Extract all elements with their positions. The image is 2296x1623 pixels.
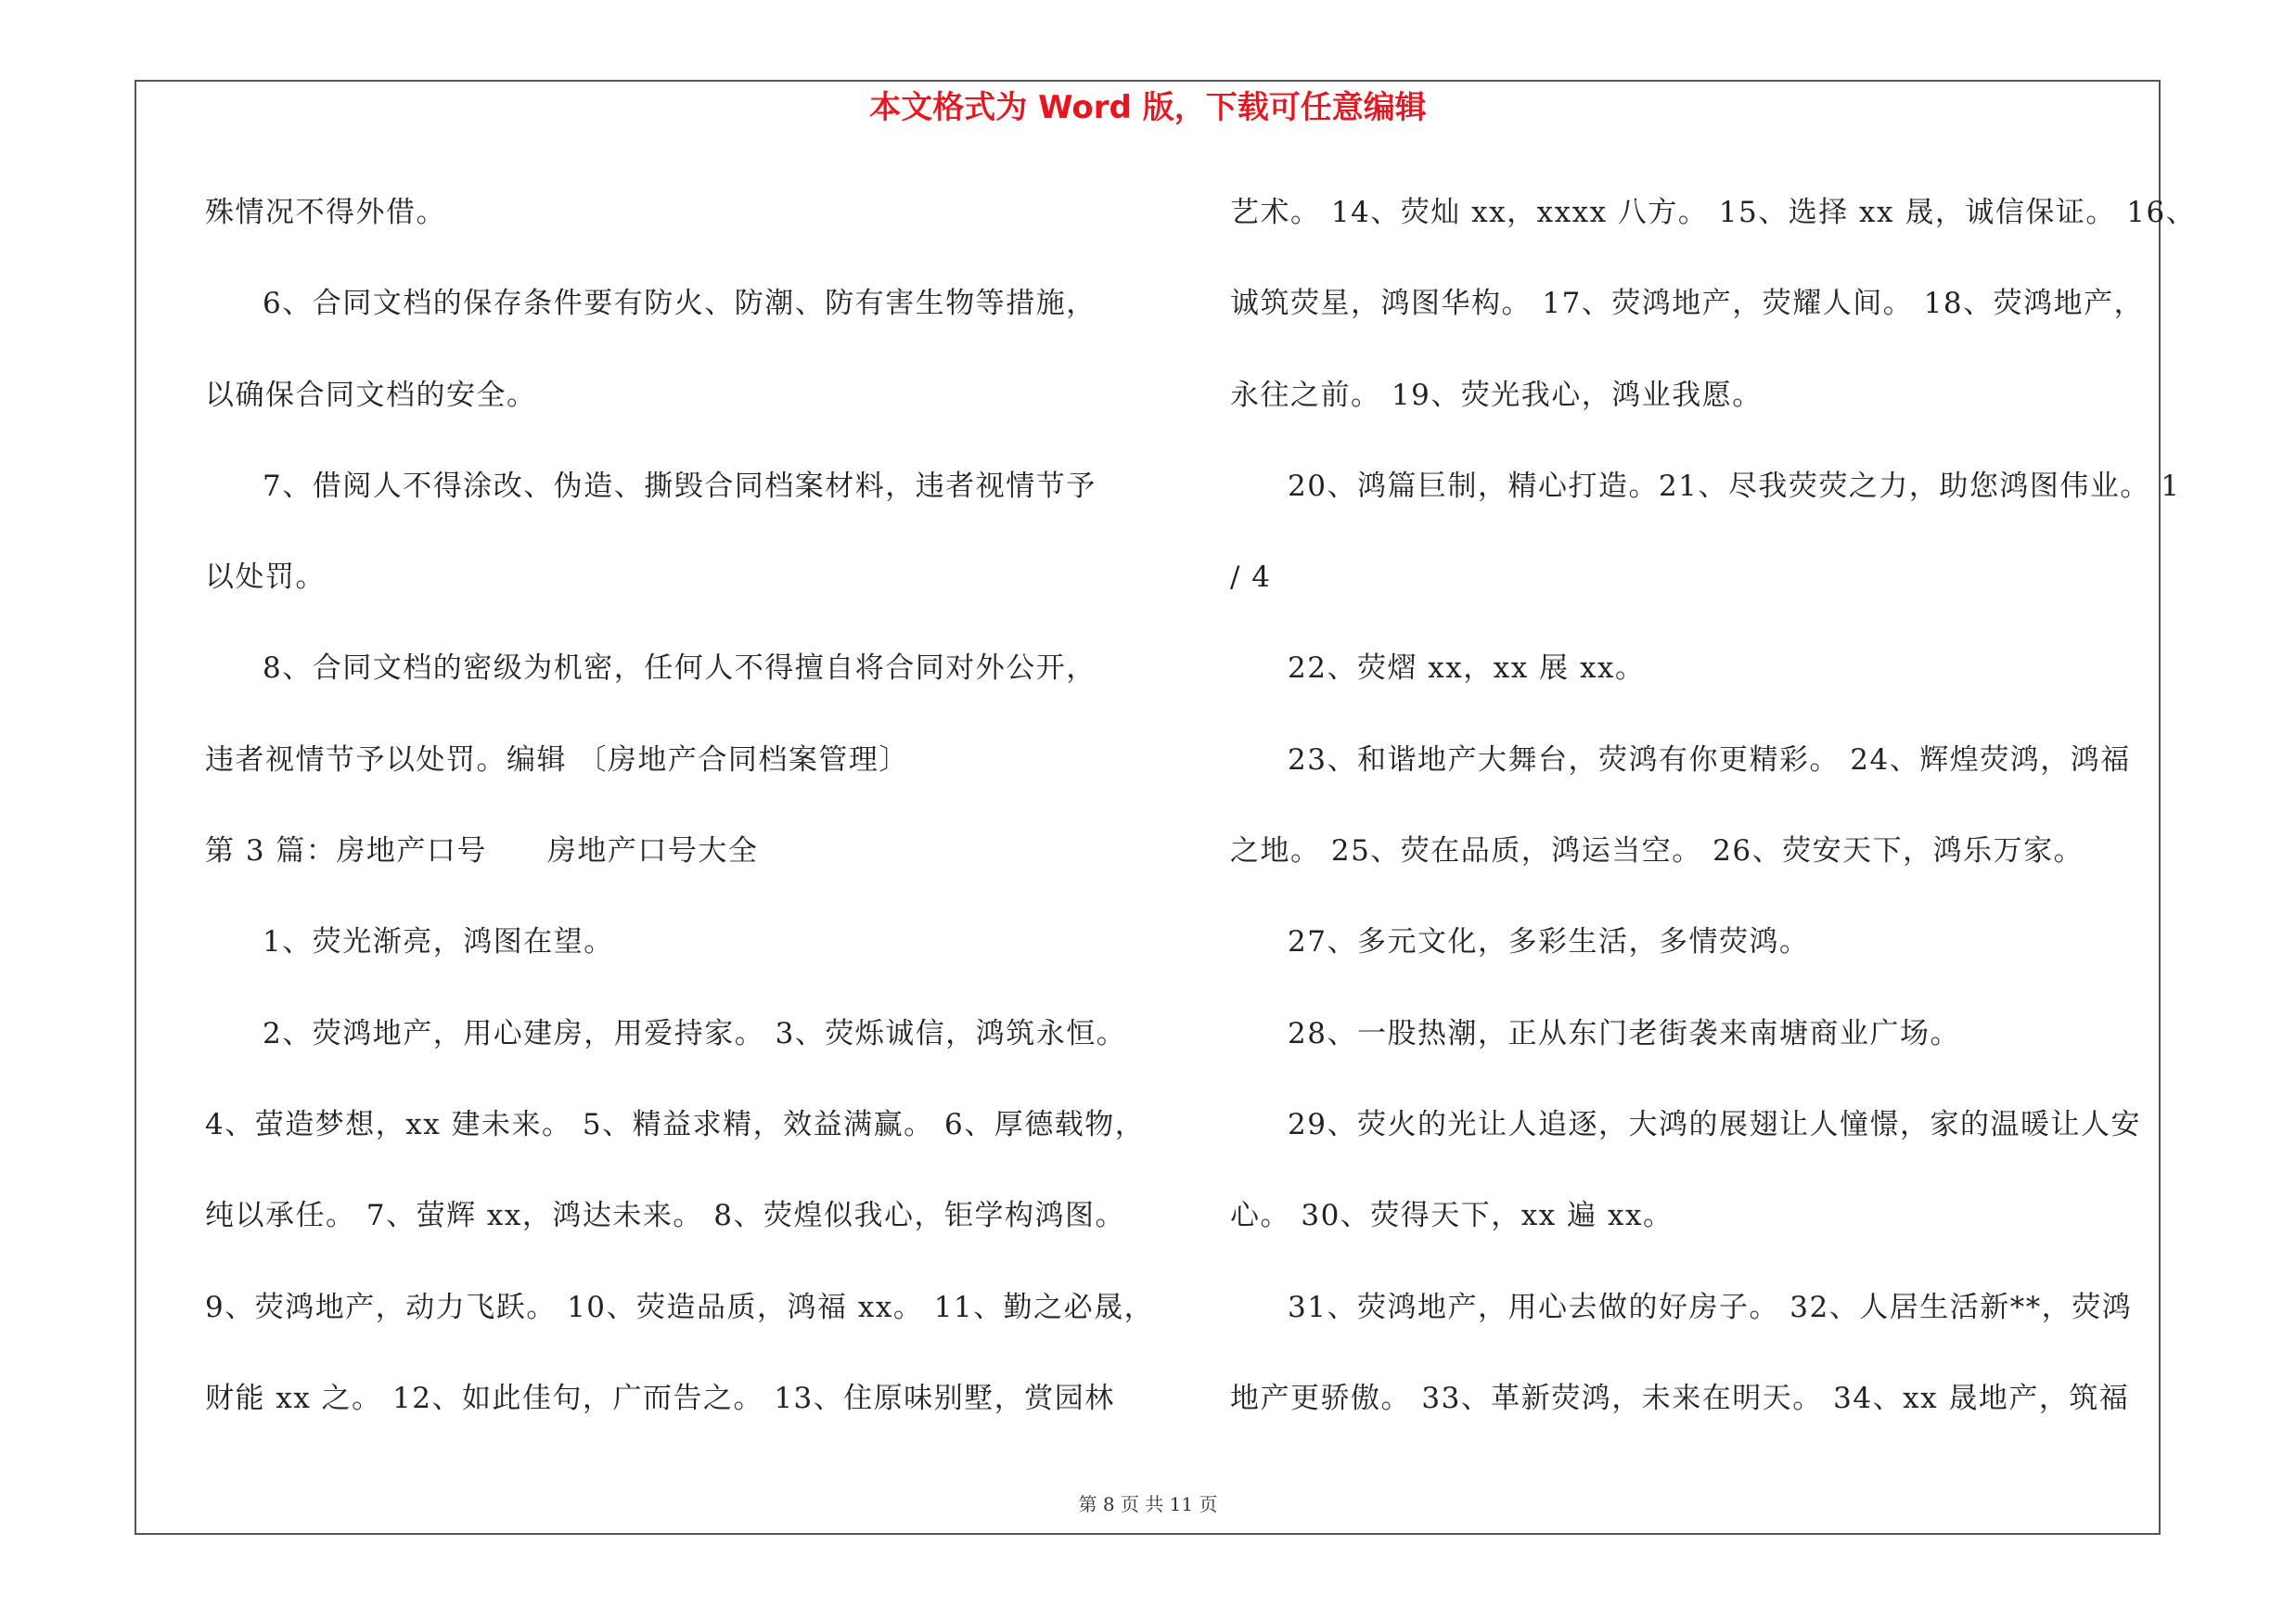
- text-line: 6、合同文档的保存条件要有防火、防潮、防有害生物等措施，: [263, 287, 1097, 321]
- text-line: 违者视情节予以处罚。编辑 〔房地产合同档案管理〕: [205, 742, 909, 777]
- text-line: 31、荧鸿地产，用心去做的好房子。 32、人居生活新**，荧鸿: [1288, 1290, 2133, 1324]
- text-line: 4、萤造梦想，xx 建未来。 5、精益求精，效益满赢。 6、厚德载物，: [205, 1107, 1146, 1141]
- right-column: [1230, 186, 2197, 1462]
- text-line: 之地。 25、荧在品质，鸿运当空。 26、荧安天下，鸿乐万家。: [1230, 834, 2084, 869]
- text-line: 心。 30、荧得天下，xx 遍 xx。: [1230, 1199, 1674, 1233]
- text-line: 22、荧熠 xx，xx 展 xx。: [1288, 651, 1646, 686]
- text-line: 永往之前。 19、荧光我心，鸿业我愿。: [1230, 378, 1763, 412]
- text-line: 以处罚。: [205, 560, 326, 595]
- text-line: 20、鸿篇巨制，精心打造。21、尽我荧荧之力，助您鸿图伟业。 1: [1288, 469, 2181, 503]
- text-line: 1、荧光渐亮，鸿图在望。: [263, 925, 614, 960]
- section-heading: 第 3 篇：房地产口号 房地产口号大全: [205, 834, 759, 869]
- text-line: 殊情况不得外借。: [205, 196, 446, 229]
- text-line: 28、一股热潮，正从东门老街袭来南塘商业广场。: [1288, 1016, 1960, 1050]
- text-line: 29、荧火的光让人追逐，大鸿的展翅让人憧憬，家的温暖让人安: [1288, 1107, 2141, 1141]
- text-line: 2、荧鸿地产，用心建房，用爱持家。 3、荧烁诚信，鸿筑永恒。: [263, 1016, 1127, 1050]
- text-line: 以确保合同文档的安全。: [205, 378, 537, 412]
- text-line: 地产更骄傲。 33、革新荧鸿，未来在明天。 34、xx 晟地产，筑福: [1230, 1381, 2130, 1415]
- text-line: / 4: [1230, 560, 1272, 595]
- text-line: 艺术。 14、荧灿 xx，xxxx 八方。 15、选择 xx 晟，诚信保证。 16、: [1230, 196, 2197, 229]
- text-line: 7、借阅人不得涂改、伪造、撕毁合同档案材料，违者视情节予: [263, 469, 1097, 503]
- text-line: 9、荧鸿地产，动力飞跃。 10、荧造品质，鸿福 xx。 11、勤之必晟，: [205, 1290, 1155, 1324]
- left-column: [205, 186, 1179, 1462]
- text-line: 纯以承任。 7、萤辉 xx，鸿达未来。 8、荧煌似我心，钜学构鸿图。: [205, 1199, 1125, 1233]
- text-line: 23、和谐地产大舞台，荧鸿有你更精彩。 24、辉煌荧鸿，鸿福: [1288, 742, 2131, 777]
- text-line: 27、多元文化，多彩生活，多情荧鸿。: [1288, 925, 1810, 960]
- text-line: 8、合同文档的密级为机密，任何人不得擅自将合同对外公开，: [263, 651, 1097, 686]
- header-banner: 本文格式为 Word 版，下载可任意编辑: [869, 89, 1427, 126]
- text-line: 财能 xx 之。 12、如此佳句，广而告之。 13、住原味别墅，赏园林: [205, 1381, 1115, 1415]
- text-line: 诚筑荧星，鸿图华构。 17、荧鸿地产，荧耀人间。 18、荧鸿地产，: [1230, 287, 2145, 321]
- page-number-footer: 第 8 页 共 11 页: [1078, 1493, 1218, 1515]
